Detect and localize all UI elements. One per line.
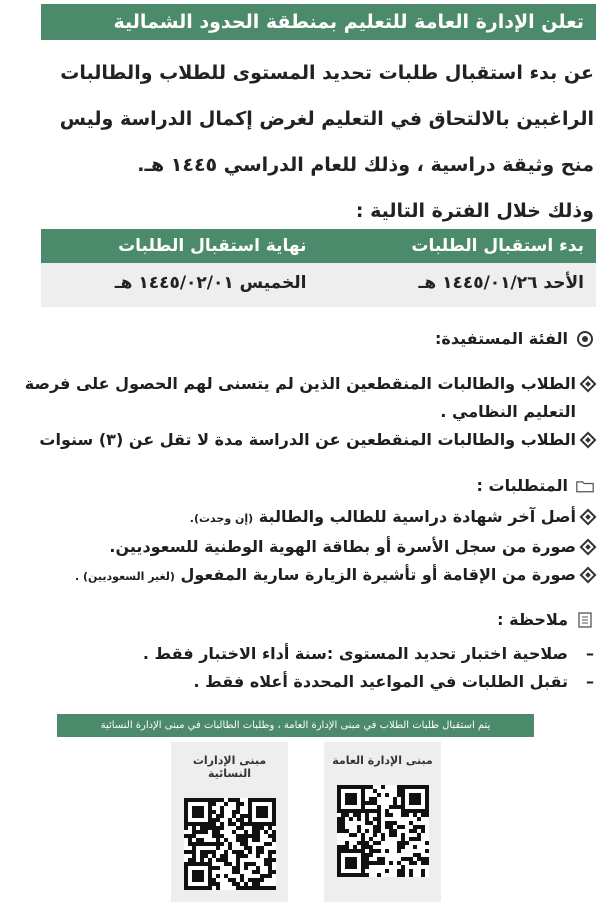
- notes-label: ملاحظة :: [497, 610, 568, 629]
- intro-text: [34, 50, 594, 234]
- list-item: – تقبل الطلبات في المواعيد المحددة أعلاه فقط .: [193, 672, 594, 691]
- diamond-bullet-icon: [580, 376, 597, 393]
- list-item: صورة من سجل الأسرة أو بطاقة الهوية الوطنية للسعوديين.: [24, 533, 594, 561]
- beneficiaries-title: [435, 329, 594, 348]
- intro-line: الراغبين بالالتحاق في التعليم لغرض إكمال الدراسة وليس: [59, 108, 594, 130]
- page-title: تعلن الإدارة العامة للتعليم بمنطقة الحدود الشمالية: [41, 4, 596, 40]
- intro-line: وذلك خلال الفترة التالية :: [355, 200, 594, 222]
- list-item: الطلاب والطالبات المنقطعين الذين لم يتسنى لهم الحصول على فرصة التعليم النظامي .: [24, 370, 594, 426]
- notes-title: [497, 610, 594, 629]
- intro-line: عن بدء استقبال طلبات تحديد المستوى للطلاب والطالبات: [60, 62, 594, 84]
- qr-card-label: مبنى الإدارة العامة: [332, 754, 433, 767]
- period-table-header: [41, 229, 596, 263]
- qr-code-icon[interactable]: [337, 785, 429, 877]
- beneficiaries-label: الفئة المستفيدة:: [435, 329, 568, 348]
- intro-line: منح وثيقة دراسية ، وذلك للعام الدراسي ١٤٤٥ هـ.: [137, 154, 594, 176]
- start-date-header: بدء استقبال الطلبات: [411, 236, 584, 256]
- requirements-label: المتطلبات :: [476, 476, 568, 495]
- qr-card-women: [171, 742, 288, 902]
- diamond-bullet-icon: [580, 567, 597, 584]
- period-table: [41, 229, 596, 307]
- qr-code-graphic: [337, 785, 429, 877]
- end-date-value: الخميس ١٤٤٥/٠٢/٠١ هـ: [114, 273, 307, 293]
- period-table-row: [41, 263, 596, 307]
- note-icon: [576, 611, 594, 629]
- folder-icon: [576, 477, 594, 495]
- end-date-header: نهاية استقبال الطلبات: [118, 236, 307, 256]
- requirements-list: [24, 503, 594, 591]
- diamond-bullet-icon: [580, 432, 597, 449]
- notes-list: [24, 640, 594, 696]
- beneficiaries-list: [24, 370, 594, 454]
- qr-code-icon[interactable]: [184, 798, 276, 890]
- qr-code-graphic: [184, 798, 276, 890]
- list-item: – صلاحية اختبار تحديد المستوى :سنة أداء الاختبار فقط .: [142, 644, 594, 663]
- target-icon: [576, 330, 594, 348]
- list-item: صورة من الإقامة أو تأشيرة الزيارة سارية المفعول (لغير السعوديين) .: [24, 561, 594, 591]
- diamond-bullet-icon: [580, 509, 597, 526]
- qr-card-label: مبنى الإدارات النسائية: [192, 754, 267, 780]
- diamond-bullet-icon: [580, 539, 597, 556]
- qr-card-general: [324, 742, 441, 902]
- list-item: الطلاب والطالبات المنقطعين عن الدراسة مدة لا تقل عن (٣) سنوات: [24, 426, 594, 454]
- list-item: أصل آخر شهادة دراسية للطالب والطالبة (إن وجدت).: [24, 503, 594, 533]
- start-date-value: الأحد ١٤٤٥/٠١/٢٦ هـ: [418, 273, 584, 293]
- requirements-title: [477, 476, 594, 495]
- footer-banner: يتم استقبال طلبات الطلاب في مبنى الإدارة العامة ، وطلبات الطالبات في مبنى الإدارة النسائية: [57, 714, 534, 737]
